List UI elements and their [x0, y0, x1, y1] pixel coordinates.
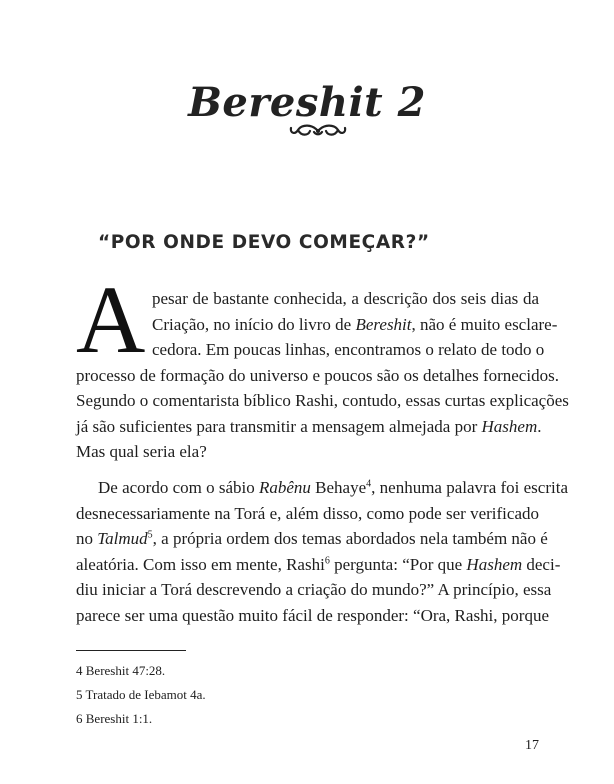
- footnote-ref[interactable]: 6: [324, 554, 330, 566]
- text-line: desnecessariamente na Torá e, além disso, como pode ser verificado: [76, 503, 539, 523]
- paragraph-2: [76, 475, 568, 628]
- chapter-title: Bereshit 2: [188, 78, 426, 126]
- text-line: Mas qual seria ela?: [76, 442, 207, 461]
- text-line: aleatória. Com isso em mente, Rashi$^6$ pergunta: “Por que Hashem deci-: [76, 554, 561, 574]
- text-line: já são suficientes para transmitir a mensagem almejada por Hashem.: [76, 416, 542, 436]
- footnote-ref[interactable]: 5: [147, 529, 153, 541]
- text-line: parece ser uma questão muito fácil de responder: “Ora, Rashi, porque: [76, 605, 549, 625]
- footnote-divider: [76, 650, 186, 651]
- footnote: 4 Bereshit 47:28.: [76, 663, 166, 678]
- footnotes: [76, 659, 206, 731]
- text-line: processo de formação do universo e poucos são os detalhes fornecidos.: [76, 365, 559, 385]
- footnote: 6 Bereshit 1:1.: [76, 711, 153, 726]
- text-line: Segundo o comentarista bíblico Rashi, contudo, essas curtas explicações: [76, 391, 569, 410]
- text-line: cedora. Em poucas linhas, encontramos o relato de todo o: [152, 340, 545, 359]
- text-line: Criação, no início do livro de Bereshit, não é muito esclare-: [152, 314, 558, 334]
- page-number: 17: [525, 738, 539, 753]
- footnote-ref[interactable]: 4: [366, 478, 372, 490]
- text-line: pesar de bastante conhecida, a descrição dos seis dias da: [152, 289, 539, 308]
- drop-cap: A: [76, 266, 146, 373]
- paragraph-1: [76, 286, 569, 465]
- text-line: diu iniciar a Torá descrevendo a criação do mundo?” A princípio, essa: [76, 580, 552, 599]
- footnote: 5 Tratado de Iebamot 4a.: [76, 687, 206, 702]
- text-line: no Talmud$^5$, a própria ordem dos temas abordados nela também não é: [76, 529, 548, 548]
- text-line: De acordo com o sábio Rabênu Behaye$^4$, nenhuma palavra foi escrita: [98, 478, 568, 497]
- section-heading: “POR ONDE DEVO COMEÇAR?”: [98, 232, 430, 253]
- fleuron-ornament-icon: [288, 120, 348, 142]
